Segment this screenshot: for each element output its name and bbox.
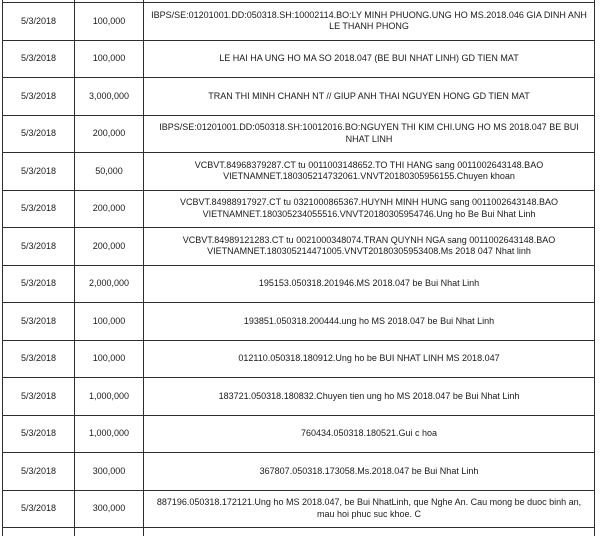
amount-cell[interactable]: 50,000 [75,153,144,191]
table-row [3,153,595,191]
table-row [3,453,595,491]
description-cell[interactable]: LE HAI HA UNG HO MA SO 2018.047 (BE BUI NHAT LINH) GD TIEN MAT [144,40,595,78]
table-row [3,190,595,228]
table-row [3,115,595,153]
date-cell[interactable]: 5/3/2018 [3,115,75,153]
description-cell[interactable]: VCBVT.84988917927.CT tu 0321000865367.HUYNH MINH HUNG sang 0011002643148.BAO VIETNAMNET.180305234055516.VNVT20180305954746.Ung ho Be Bui Nhat Linh [144,190,595,228]
table-row [3,303,595,341]
date-cell[interactable]: 5/3/2018 [3,153,75,191]
description-cell[interactable]: 887196.050318.172121.Ung ho MS 2018.047, be Bui NhatLinh, que Nghe An. Cau mong be duoc binh an, mau hoi phuc suc khoe. C [144,490,595,528]
description-cell[interactable]: 183721.050318.180832.Chuyen tien ung ho MS 2018.047 be Bui Nhat Linh [144,378,595,416]
date-cell[interactable]: 5/3/2018 [3,40,75,78]
date-cell[interactable]: 5/3/2018 [3,78,75,116]
date-cell[interactable]: 5/3/2018 [3,228,75,266]
table-row [3,228,595,266]
amount-cell[interactable]: 1,000,000 [75,415,144,453]
amount-cell[interactable]: 100,000 [75,3,144,41]
date-cell[interactable]: 5/3/2018 [3,415,75,453]
description-cell[interactable]: 193851.050318.200444.ung ho MS 2018.047 be Bui Nhat Linh [144,303,595,341]
transactions-body [3,0,595,536]
amount-cell[interactable]: 200,000 [75,190,144,228]
date-cell[interactable]: 5/3/2018 [3,378,75,416]
amount-cell[interactable]: 2,000,000 [75,265,144,303]
date-cell[interactable]: 5/3/2018 [3,265,75,303]
amount-cell-partial [75,528,144,536]
description-cell-partial [144,528,595,536]
description-cell[interactable]: IBPS/SE:01201001.DD:050318.SH:10002114.BO:LY MINH PHUONG.UNG HO MS.2018.046 GIA DINH ANH LE THANH PHONG [144,3,595,41]
amount-cell[interactable]: 3,000,000 [75,78,144,116]
table-row [3,3,595,41]
date-cell[interactable]: 5/3/2018 [3,453,75,491]
table-row [3,378,595,416]
date-cell[interactable]: 5/3/2018 [3,490,75,528]
amount-cell[interactable]: 1,000,000 [75,378,144,416]
date-cell[interactable]: 5/3/2018 [3,303,75,341]
partial-row-bottom [3,528,595,536]
date-cell[interactable]: 5/3/2018 [3,190,75,228]
date-cell[interactable]: 5/3/2018 [3,3,75,41]
table-row [3,265,595,303]
amount-cell[interactable]: 300,000 [75,453,144,491]
description-cell[interactable]: VCBVT.84968379287.CT tu 0011003148652.TO THI HANG sang 0011002643148.BAO VIETNAMNET.180305214732061.VNVT20180305956155.Chuyen khoan [144,153,595,191]
date-cell-partial [3,528,75,536]
amount-cell[interactable]: 200,000 [75,115,144,153]
description-cell[interactable]: 367807.050318.173058.Ms.2018.047 be Bui Nhat Linh [144,453,595,491]
table-row [3,40,595,78]
description-cell[interactable]: 760434.050318.180521.Gui c hoa [144,415,595,453]
description-cell[interactable]: 195153.050318.201946.MS 2018.047 be Bui Nhat Linh [144,265,595,303]
transactions-table [2,0,595,536]
description-cell[interactable]: 012110.050318.180912.Ung ho be BUI NHAT LINH MS 2018.047 [144,340,595,378]
amount-cell[interactable]: 100,000 [75,303,144,341]
description-cell[interactable]: VCBVT.84989121283.CT tu 0021000348074.TRAN QUYNH NGA sang 0011002643148.BAO VIETNAMNET.180305214471005.VNVT20180305953408.Ms 2018 047 Nhat linh [144,228,595,266]
table-row [3,340,595,378]
table-row [3,490,595,528]
table-row [3,415,595,453]
amount-cell[interactable]: 100,000 [75,340,144,378]
amount-cell[interactable]: 200,000 [75,228,144,266]
table-row [3,78,595,116]
date-cell[interactable]: 5/3/2018 [3,340,75,378]
description-cell[interactable]: TRAN THI MINH CHANH NT // GIUP ANH THAI NGUYEN HONG GD TIEN MAT [144,78,595,116]
amount-cell[interactable]: 100,000 [75,40,144,78]
description-cell[interactable]: IBPS/SE:01201001.DD:050318.SH:10012016.BO:NGUYEN THI KIM CHI.UNG HO MS 2018.047 BE BUI NHAT LINH [144,115,595,153]
amount-cell[interactable]: 300,000 [75,490,144,528]
